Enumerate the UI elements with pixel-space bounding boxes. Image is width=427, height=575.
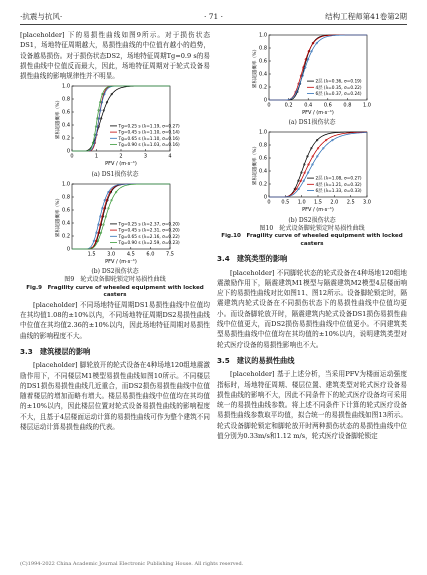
y-tick-label: 0.2 <box>259 84 267 91</box>
y-tick-label: 0 <box>66 149 70 156</box>
paragraph-after-fig9: [placeholder] 不同场地特征周期DS1易损性曲线中位值均在其均值1.08的±10%以内，不同场地特征周期DS2易损性曲线中位值在其均值2.36的±10%以内，因此场地特征周期对易损性曲线的影响程度不大。 <box>20 300 210 340</box>
legend-label: Tg=0.45 s (λ=2.31, σ=0.20) <box>118 228 180 234</box>
x-tick-label: 2.0 <box>330 199 339 206</box>
x-axis-label: PFV / (m·s⁻¹) <box>302 207 334 214</box>
x-tick-label: 6.0 <box>146 251 155 258</box>
y-tick-label: 1.0 <box>259 32 267 39</box>
y-tick-label: 0.4 <box>259 71 267 78</box>
chart-fig10a <box>217 30 407 116</box>
x-tick-label: 3.0 <box>107 251 116 258</box>
legend-label: Tg=0.45 s (λ=1.10, σ=0.14) <box>118 131 180 137</box>
legend-label: 6层 (λ=1.33, σ=0.33) <box>315 189 362 195</box>
y-tick-label: 0.8 <box>259 45 267 52</box>
fig9-caption-en: Fig.9 Fragility curve of wheeled equipment with locked casters <box>26 284 204 299</box>
x-tick-label: 0.6 <box>323 102 332 109</box>
y-tick-label: 1.0 <box>259 129 267 136</box>
x-axis-label: PFV / (m·s⁻¹) <box>105 258 137 265</box>
x-tick-label: 1.0 <box>363 102 371 109</box>
figure-9 <box>20 81 210 299</box>
y-tick-label: 1.0 <box>62 181 70 188</box>
legend-label: Tg=0.65 s (λ=2.16, σ=0.22) <box>118 234 180 240</box>
y-tick-label: 0.2 <box>62 136 70 143</box>
y-tick-label: 0.4 <box>62 123 70 130</box>
running-header <box>20 10 407 25</box>
x-tick-label: 7.5 <box>166 251 174 258</box>
x-axis-label: PFV / (m·s⁻¹) <box>105 161 137 168</box>
legend-label: Tg=0.90 s (λ=2.59, σ=0.23) <box>118 240 180 246</box>
header-section-label: ·抗震与抗风· <box>20 12 63 21</box>
x-tick-label: 0.4 <box>304 102 313 109</box>
y-tick-label: 0.4 <box>62 220 70 227</box>
copyright-footer: (C)1994-2022 China Academic Journal Electronic Publishing House. All rights reserved. <box>20 561 244 567</box>
x-tick-label: 0 <box>267 102 271 109</box>
y-axis-label: 累积超越概率（%） <box>253 144 258 186</box>
x-tick-label: 0.5 <box>281 199 290 206</box>
legend-label: Tg=0.25 s (λ=1.19, σ=0.27) <box>118 124 180 130</box>
y-axis-label: 累积超越概率（%） <box>56 195 61 237</box>
section-heading-3-5: 3.5 建议的易损性曲线 <box>217 355 295 365</box>
section-heading-3-4: 3.4 建筑类型的影响 <box>217 254 288 264</box>
legend-label: 4层 (λ=0.35, σ=0.22) <box>315 85 362 91</box>
figure-10 <box>217 30 407 248</box>
x-tick-label: 1 <box>94 153 99 160</box>
y-tick-label: 0.4 <box>259 168 267 175</box>
y-tick-label: 0.6 <box>259 155 267 162</box>
fig9a-subcaption: (a) DS1损伤状态 <box>91 170 139 178</box>
x-tick-label: 1.5 <box>314 199 322 206</box>
section-heading-3-3: 3.3 建筑楼层的影响 <box>20 346 91 356</box>
y-axis-label: 累积超越概率（%） <box>253 46 258 89</box>
y-tick-label: 0.6 <box>62 110 70 117</box>
paragraph-3-4: [placeholder] 不同脚轮状态的轮式设备在4种场地120组地震激励作用下，隔震建筑M1模型与隔震建筑M2模型4层楼面响应下的易损性曲线对比如图11、图12所示。设备脚轮锁定时，隔震建筑内轮式设备在不同损伤状态下的易损性曲线中位值均更小。而设备脚轮放开时，隔震建筑内轮式设备DS1损伤易损性曲线中位值更大，而DS2损伤易损性曲线中位值更小。不同建筑类型易损性曲线中位值均在其均值的±10%以内，说明建筑类型对轮式医疗设备的易损性影响也不大。 <box>217 268 407 349</box>
y-tick-label: 1.0 <box>62 84 70 91</box>
x-tick-label: 2.5 <box>346 199 355 206</box>
y-tick-label: 0.8 <box>259 142 267 149</box>
y-tick-label: 0.2 <box>62 233 70 240</box>
y-tick-label: 0.2 <box>259 181 267 188</box>
right-column <box>217 30 407 441</box>
legend-label: Tg=0.65 s (λ=1.10, σ=0.16) <box>118 137 180 143</box>
x-tick-label: 1.0 <box>297 199 306 206</box>
x-tick-label: 3.0 <box>363 199 371 206</box>
y-axis-label: 累积超越概率（%） <box>56 98 61 140</box>
legend-label: 2层 (λ=1.08, σ=0.27) <box>315 176 362 182</box>
fig10b-subcaption: (b) DS2损伤状态 <box>288 216 336 224</box>
legend-label: Tg=0.90 s (λ=1.03, σ=0.16) <box>118 143 180 149</box>
legend-label: 4层 (λ=1.21, σ=0.32) <box>315 183 362 189</box>
fig9b-subcaption: (b) DS2损伤状态 <box>91 268 139 276</box>
chart-fig9a <box>20 81 210 167</box>
x-tick-label: 3 <box>143 153 148 160</box>
chart-fig9b <box>20 179 210 265</box>
legend-label: 2层 (λ=0.36, σ=0.19) <box>315 79 362 85</box>
x-tick-label: 0.8 <box>343 102 352 109</box>
y-tick-label: 0 <box>66 246 70 253</box>
paragraph-3-5: [placeholder] 基于上述分析，当采用PFV为楼面运动强度指标时，场地特征周期、楼层位置、建筑类型对轮式医疗设备易损性曲线的影响不大，因此不同条件下的轮式医疗设备均可采用统一的易损性曲线参数。将上述不同条件下计算的轮式医疗设备易损性曲线参数取平均值，拟合统一的易损性曲线如图13所示。轮式设备脚轮锁定和脚轮放开时两种损伤状态的易损性曲线中位值分别为0.33m/s和1.12 m/s，轮式医疗设备脚轮锁定 <box>217 370 407 441</box>
fig9-caption-cn: 图9 轮式设备脚轮锁定时易损性曲线 <box>64 276 166 284</box>
x-tick-label: 1.5 <box>87 251 96 258</box>
x-tick-label: 0.2 <box>284 102 293 109</box>
header-page-number: · 71 · <box>203 12 224 21</box>
x-tick-label: 2 <box>119 153 123 160</box>
y-tick-label: 0.8 <box>62 194 70 201</box>
x-tick-label: 0 <box>70 153 74 160</box>
legend-label: Tg=0.25 s (λ=2.37, σ=0.20) <box>118 222 180 228</box>
x-axis-label: PFV / (m·s⁻¹) <box>302 110 334 116</box>
y-tick-label: 0 <box>263 97 267 104</box>
y-tick-label: 0.6 <box>62 207 70 214</box>
x-tick-label: 4 <box>168 153 172 160</box>
fig10a-subcaption: (a) DS1损伤状态 <box>288 119 336 127</box>
fig10-caption-cn: 图10 轮式设备脚轮锁定时易损性曲线 <box>259 224 365 232</box>
fig10-caption-en: Fig.10 Fragility curve of wheeled equipment with locked casters <box>221 233 403 247</box>
paragraph-intro: [placeholder] 下的易损性曲线如图9所示。对于损伤状态DS1，场地特征周期越大，易损性曲线的中位值有越小的趋势，设备越易损伤。对于损伤状态DS2，场地特征周期Tg=0.9 s的易损性曲线中位值反而最大，因此，场地特征周期对于轮式设备易损性曲线的影响规律性并不明显。 <box>20 31 210 81</box>
x-tick-label: 4.5 <box>126 251 135 258</box>
y-tick-label: 0.6 <box>259 58 267 65</box>
paragraph-3-3: [placeholder] 脚轮放开的轮式设备在4种场地120组地震激励作用下，不同楼层M1模型易损性曲线如图10所示。不同楼层的DS1损伤易损性曲线几近重合，而DS2损伤易损性曲线中位值随着楼层的增加而略有增大。楼层易损性曲线中位值均在其均值的±10%以内，因此楼层位置对轮式设备易损性曲线的影响程度不大，且基于4层楼面运动计算的易损性曲线可作为整个建筑不同楼层运动计算易损性曲线的代表。 <box>20 361 210 432</box>
legend-label: 6层 (λ=0.37, σ=0.24) <box>315 92 362 97</box>
y-tick-label: 0 <box>263 194 267 201</box>
y-tick-label: 0.8 <box>62 97 70 104</box>
header-journal-name: 结构工程师第41卷第2期 <box>325 12 407 21</box>
chart-fig10b <box>217 127 407 213</box>
left-column <box>20 30 210 432</box>
x-tick-label: 0 <box>267 199 271 206</box>
